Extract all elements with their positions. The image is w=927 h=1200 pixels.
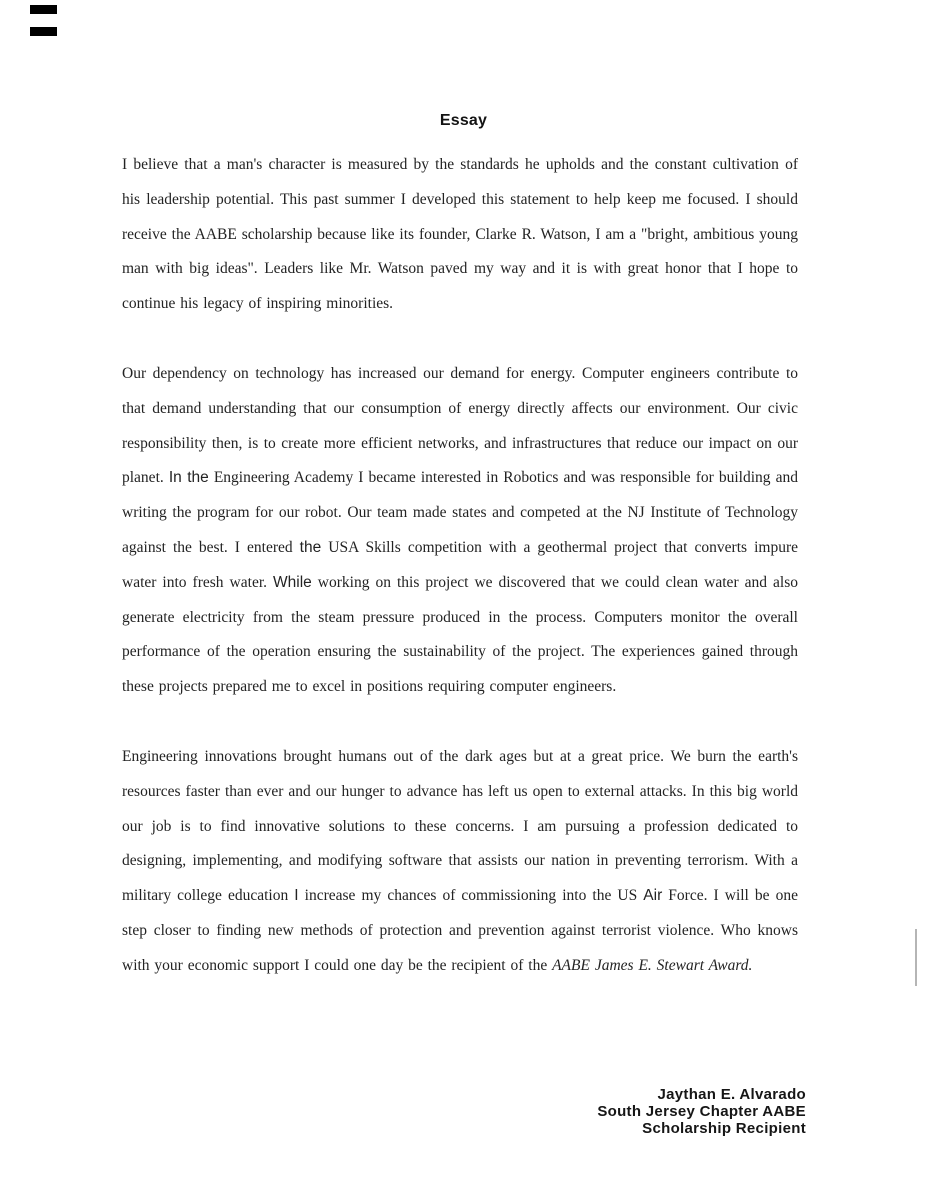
scan-artifact-mark-top	[30, 5, 57, 14]
text-run-serif: Force. I will be one step closer to finding new methods of protection and prevention against terrorist violence. Who knows with your economic support I could one day be the recipient of the	[122, 887, 798, 974]
text-run-sans: While	[273, 573, 312, 591]
essay-title: Essay	[439, 112, 488, 129]
scan-artifact-line	[915, 929, 917, 986]
text-run-serif: Our dependency on technology has increased our demand for energy. Computer engineers contribute to that demand understanding that our consumption of energy directly affects our environment. Our civic responsibility then, is to create more efficient networks, and infrastructures that reduce our impact on our planet.	[122, 364, 798, 487]
essay-body	[122, 148, 798, 984]
signature-chapter: South Jersey Chapter AABE	[597, 1103, 806, 1120]
text-run-sans: the	[299, 538, 322, 556]
text-run-serif: increase my chances of commissioning into the US	[298, 887, 644, 905]
text-run-serif: USA Skills competition with a geothermal project that converts impure water into fresh water.	[122, 538, 798, 591]
text-run-sans: I	[294, 887, 299, 905]
text-run-serif: working on this project we discovered that we could clean water and also generate electricity from the steam pressure produced in the process. Computers monitor the overall performance of the operation ensuring the sustainability of the project. The experiences gained through these projects prepared me to excel in positions requiring computer engineers.	[122, 573, 798, 696]
text-run-sans: Air	[643, 887, 663, 905]
signature-block	[597, 1086, 806, 1137]
text-run-sans: In the	[168, 469, 209, 487]
text-run-serif: Engineering innovations brought humans out of the dark ages but at a great price. We burn the earth's resources faster than ever and our hunger to advance has left us open to external attacks. In this big world our job is to find innovative solutions to these concerns. I am pursuing a profession dedicated to designing, implementing, and modifying software that assists our nation in preventing terrorism. With a military college education	[122, 747, 798, 905]
essay-paragraph-2	[122, 357, 798, 705]
essay-paragraph-3	[122, 740, 798, 984]
signature-name: Jaythan E. Alvarado	[657, 1086, 806, 1103]
signature-role: Scholarship Recipient	[642, 1120, 806, 1137]
essay-paragraph-1	[122, 148, 798, 322]
text-run-serif: I believe that a man's character is measured by the standards he upholds and the constant cultivation of his leadership potential. This past summer I developed this statement to help keep me focused. I should receive the AABE scholarship because like its founder, Clarke R. Watson, I am a "bright, ambitious young man with big ideas". Leaders like Mr. Watson paved my way and it is with great honor that I hope to continue his legacy of inspiring minorities.	[122, 156, 798, 313]
text-run-italic: AABE James E. Stewart Award.	[552, 956, 753, 974]
text-run-serif: Engineering Academy I became interested in Robotics and was responsible for building and writing the program for our robot. Our team made states and competed at the NJ Institute of Technology against the best. I entered	[122, 469, 798, 556]
scan-artifact-mark-bottom	[30, 27, 57, 36]
